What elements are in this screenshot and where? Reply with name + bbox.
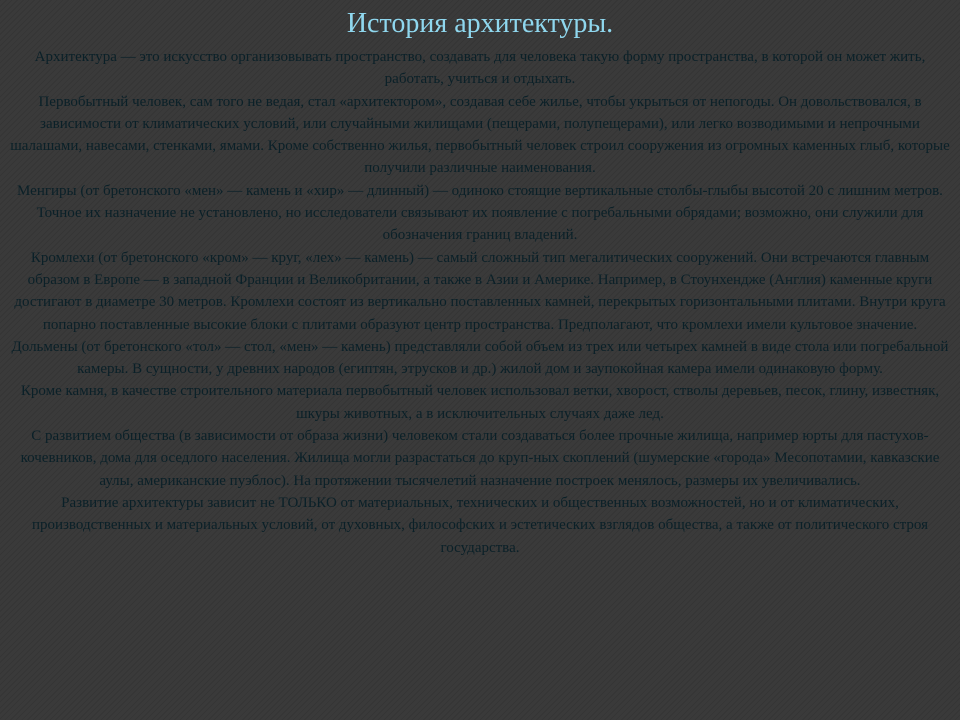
paragraph-development: Развитие архитектуры зависит не ТОЛЬКО от материальных, технических и общественных возможностей, но и от климатических, производственных и материальных условий, от духовных, философских и эстетических взглядов общества, а также от политического строя государства. <box>31 494 929 556</box>
slide-body <box>8 46 952 559</box>
paragraph-definition: Архитектура — это искусство организовывать пространство, создавать для человека такую форму пространства, в которой он может жить, работать, учиться и отдыхать. <box>34 49 926 88</box>
paragraph-primitive-man: Первобытный человек, сам того не ведая, стал «архитектором», создавая себе жилье, чтобы укрыться от непогоды. Он довольствовался, в зависимости от климатических условий, или случайными жилищами (пещерами, полупещерами), или легко возводимыми и непрочными шалашами, навесами, стенками, ямами. Кроме собственно жилья, первобытный человек строил сооружения из огромных каменных глыб, которые получили различные наименования. <box>10 93 950 177</box>
paragraph-dwellings: С развитием общества (в зависимости от образа жизни) человеком стали создаваться более прочные жилища, например юрты для пастухов-кочевников, дома для оседлого населения. Жилища могли разрастаться до круп-ных скоплений (шумерские «города» Месопотамии, кавказские аулы, американские пуэблос). На протяжении тысячелетий назначение построек менялось, размеры их увеличивались. <box>20 428 940 489</box>
paragraph-menhirs-purpose: Точное их назначение не установлено, но исследователи связывают их появление с погребальными обрядами; возможно, они служили для обозначения границ владений. <box>36 205 924 244</box>
paragraph-materials: Кроме камня, в качестве строительного материала первобытный человек использовал ветки, хворост, стволы деревьев, песок, глину, известняк, шкуры животных, а в исключительных случаях даже лед. <box>20 383 940 422</box>
paragraph-cromlechs: Кромлехи (от бретонского «кром» — круг, «лех» — камень) — самый сложный тип мегалитических сооружений. Они встречаются главным образом в Европе — в западной Франции и Великобритании, а также в Азии и Америке. Например, в Стоунхендже (Англия) каменные круги достигают в диаметре 30 метров. Кромлехи состоят из вертикально поставленных камней, перекрытых горизонтальными плитами. Внутри круга попарно поставленные высокие блоки с плитами образуют центр пространства. Предполагают, что кромлехи имели культовое значение. <box>14 249 946 333</box>
paragraph-menhirs: Менгиры (от бретонского «мен» — камень и «хир» — длинный) — одиноко стоящие вертикальные столбы-глыбы высотой 20 с лишним метров. <box>17 182 943 199</box>
paragraph-dolmens: Дольмены (от бретонского «тол» — стол, «мен» — камень) представляли собой объем из трех или четырех камней в виде стола или погребальной камеры. В сущности, у древних народов (египтян, этрусков и др.) жилой дом и заупокойная камера имели одинаковую форму. <box>11 338 949 378</box>
slide-title: История архитектуры. <box>346 8 614 39</box>
